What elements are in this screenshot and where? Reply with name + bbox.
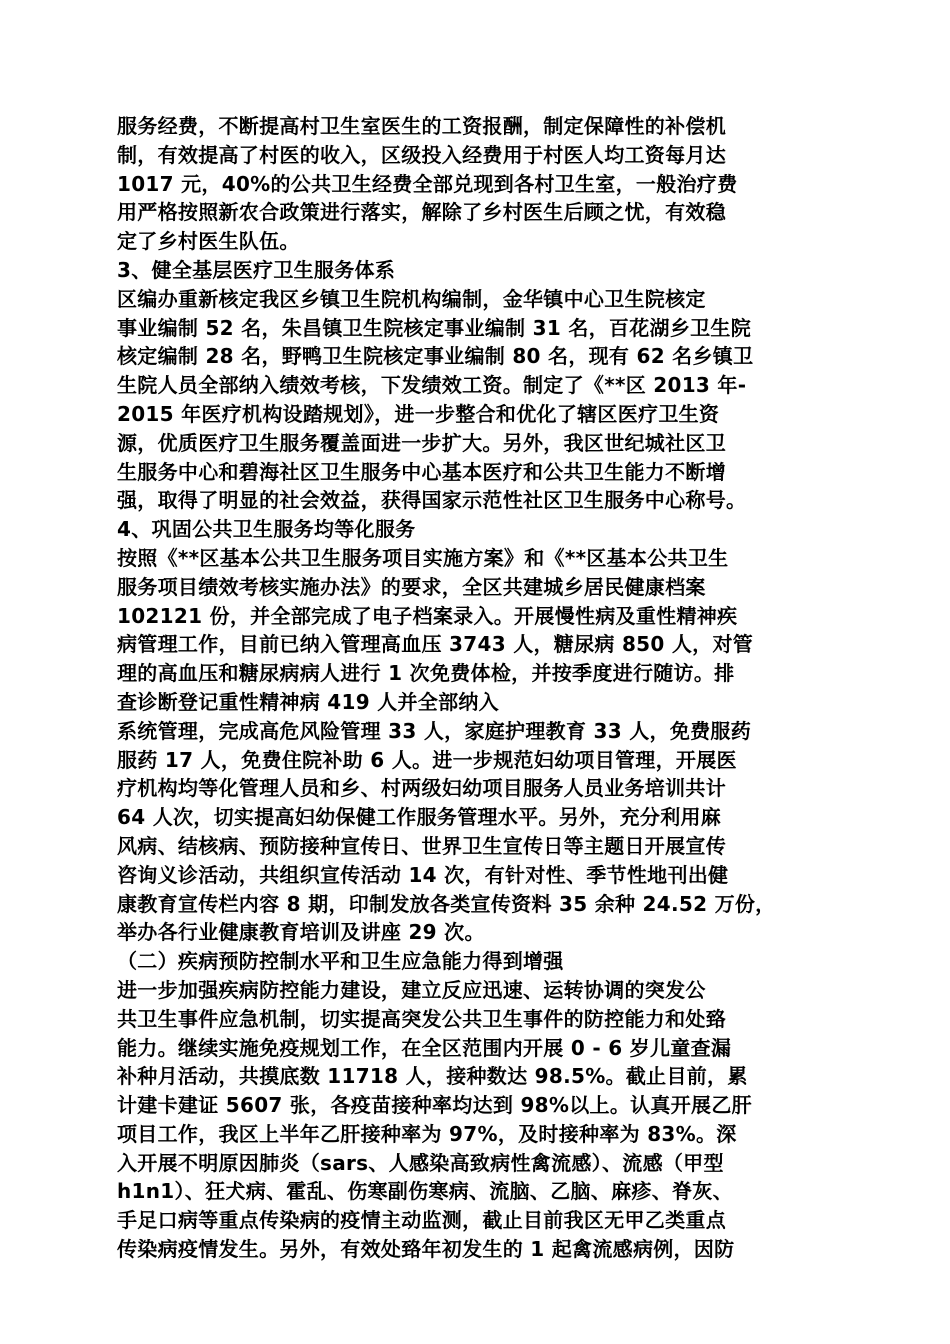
text-line: 进一步加强疾病防控能力建设，建立反应迅速、运转协调的突发公	[117, 977, 706, 1002]
text-line: 服务项目绩效考核实施办法》的要求，全区共建城乡居民健康档案	[117, 574, 706, 599]
text-line: 计建卡建证 5607 张，各疫苗接种率均达到 98%以上。认真开展乙肝	[117, 1093, 752, 1118]
text-line: 服药 17 人，免费住院补助 6 人。进一步规范妇幼项目管理，开展医	[117, 747, 737, 772]
text-line: 项目工作，我区上半年乙肝接种率为 97%，及时接种率为 83%。深	[117, 1121, 737, 1146]
text-line: 病管理工作，目前已纳入管理高血压 3743 人，糖尿病 850 人，对管	[117, 632, 754, 657]
text-line: 生院人员全部纳入绩效考核，下发绩效工资。制定了《**区 2013 年-	[117, 373, 747, 398]
text-line: 查诊断登记重性精神病 419 人并全部纳入	[117, 689, 499, 714]
text-line: 按照《**区基本公共卫生服务项目实施方案》和《**区基本公共卫生	[117, 545, 729, 570]
text-line: 疗机构均等化管理人员和乡、村两级妇幼项目服务人员业务培训共计	[117, 776, 726, 801]
text-line: 共卫生事件应急机制，切实提高突发公共卫生事件的防控能力和处臵	[117, 1006, 726, 1031]
text-line: 64 人次，切实提高妇幼保健工作服务管理水平。另外，充分利用麻	[117, 805, 722, 830]
text-line: 举办各行业健康教育培训及讲座 29 次。	[117, 920, 485, 945]
text-line: 制，有效提高了村医的收入，区级投入经费用于村医人均工资每月达	[117, 142, 726, 167]
section-heading: （二）疾病预防控制水平和卫生应急能力得到增强	[117, 949, 564, 974]
text-line: 传染病疫情发生。另外，有效处臵年初发生的 1 起禽流感病例，因防	[117, 1237, 735, 1262]
text-line: 入开展不明原因肺炎（sars、人感染高致病性禽流感）、流感（甲型	[117, 1150, 724, 1175]
text-line: 核定编制 28 名，野鸭卫生院核定事业编制 80 名，现有 62 名乡镇卫	[117, 344, 754, 369]
document-body	[117, 112, 837, 1264]
text-line: 康教育宣传栏内容 8 期，印制发放各类宣传资料 35 余种 24.52 万份，	[117, 891, 776, 916]
text-line: 定了乡村医生队伍。	[117, 229, 300, 254]
text-line: 能力。继续实施免疫规划工作，在全区范围内开展 0 - 6 岁儿童查漏	[117, 1035, 732, 1060]
section-heading: 4、巩固公共卫生服务均等化服务	[117, 517, 416, 542]
text-line: 强，取得了明显的社会效益，获得国家示范性社区卫生服务中心称号。	[117, 488, 747, 513]
text-line: 理的高血压和糖尿病病人进行 1 次免费体检，并按季度进行随访。排	[117, 661, 735, 686]
text-line: 系统管理，完成高危风险管理 33 人，家庭护理教育 33 人，免费服药	[117, 718, 752, 743]
text-line: 用严格按照新农合政策进行落实，解除了乡村医生后顾之忧，有效稳	[117, 200, 726, 225]
text-line: 风病、结核病、预防接种宣传日、世界卫生宣传日等主题日开展宣传	[117, 833, 726, 858]
text-line: 事业编制 52 名，朱昌镇卫生院核定事业编制 31 名，百花湖乡卫生院	[117, 315, 752, 340]
text-line: 服务经费，不断提高村卫生室医生的工资报酬，制定保障性的补偿机	[117, 114, 726, 138]
text-line: 2015 年医疗机构设踏规划》，进一步整合和优化了辖区医疗卫生资	[117, 401, 720, 426]
text-line: 生服务中心和碧海社区卫生服务中心基本医疗和公共卫生能力不断增	[117, 459, 726, 484]
text-line: 区编办重新核定我区乡镇卫生院机构编制，金华镇中心卫生院核定	[117, 286, 706, 311]
text-line: 咨询义诊活动，共组织宣传活动 14 次，有针对性、季节性地刊出健	[117, 862, 729, 887]
text-line: 补种月活动，共摸底数 11718 人，接种数达 98.5%。截止目前，累	[117, 1064, 748, 1089]
text-line: 源，优质医疗卫生服务覆盖面进一步扩大。另外，我区世纪城社区卫	[117, 430, 726, 455]
text-line: 手足口病等重点传染病的疫情主动监测，截止目前我区无甲乙类重点	[117, 1208, 726, 1233]
text-line: h1n1）、狂犬病、霍乱、伤寒副伤寒病、流脑、乙脑、麻疹、脊灰、	[117, 1179, 733, 1204]
text-line: 102121 份，并全部完成了电子档案录入。开展慢性病及重性精神疾	[117, 603, 738, 628]
section-heading: 3、健全基层医疗卫生服务体系	[117, 257, 396, 282]
text-line: 1017 元，40%的公共卫生经费全部兑现到各村卫生室，一般治疗费	[117, 171, 738, 196]
